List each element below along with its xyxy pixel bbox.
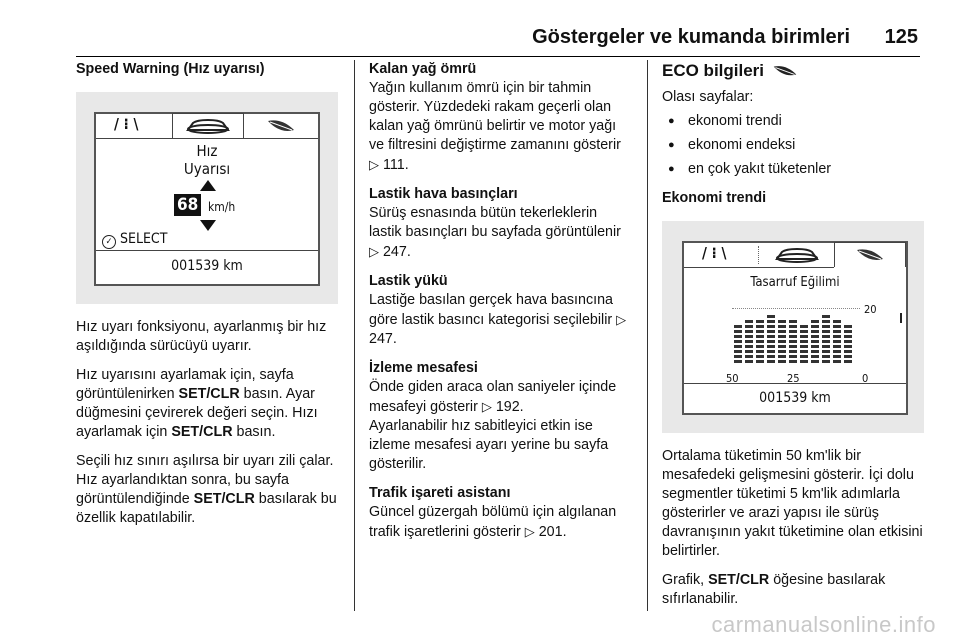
eco-bar-segment <box>822 325 830 328</box>
eco-bar-segment <box>745 355 753 358</box>
economy-trend-figure <box>662 221 924 433</box>
eco-bar-segment <box>767 355 775 358</box>
eco-bar-segment <box>756 350 764 353</box>
list-item: ● ekonomi endeksi <box>662 136 926 155</box>
watermark: carmanualsonline.info <box>711 612 936 637</box>
eco-x-label-0: 0 <box>862 372 869 385</box>
eco-bar-segment <box>844 330 852 333</box>
eco-display-screen <box>682 241 908 415</box>
economy-trend-heading: Ekonomi trendi <box>662 190 767 206</box>
speed-warning-line2: Uyarısı <box>183 160 231 178</box>
eco-bar-segment <box>822 340 830 343</box>
following-distance-ref[interactable]: 192. <box>495 399 524 415</box>
eco-bar-segment <box>833 330 841 333</box>
eco-leaf-icon <box>266 118 296 134</box>
eco-bar-segment <box>844 350 852 353</box>
car-tab-icon <box>762 243 832 267</box>
eco-bar-segment <box>756 355 764 358</box>
speed-warning-figure <box>76 92 338 304</box>
possible-pages-list <box>662 112 926 179</box>
eco-bar-segment <box>833 345 841 348</box>
eco-bar-segment <box>844 340 852 343</box>
odometer: 001539 km <box>171 258 243 274</box>
select-row <box>102 230 167 249</box>
eco-bar-segment <box>800 325 808 328</box>
eco-bar-segment <box>778 345 786 348</box>
eco-bar-segment <box>800 330 808 333</box>
eco-bar-segment <box>756 325 764 328</box>
eco-bar-segment <box>767 360 775 363</box>
eco-bar-segment <box>789 330 797 333</box>
speed-unit: km/h <box>208 200 236 214</box>
eco-bar-segment <box>833 335 841 338</box>
eco-bar-segment <box>822 355 830 358</box>
tire-load-ref[interactable]: 247. <box>369 331 397 347</box>
economy-trend-reset: Grafik, SET/CLR öğesine basılarak sıfırlanabilir. <box>662 572 886 607</box>
eco-bar-segment <box>822 360 830 363</box>
oil-life-heading: Kalan yağ ömrü <box>369 61 477 77</box>
eco-bar-segment <box>767 340 775 343</box>
eco-bar-segment <box>789 355 797 358</box>
following-distance-heading: İzleme mesafesi <box>369 360 478 376</box>
eco-bar-segment <box>789 335 797 338</box>
eco-bar-segment <box>778 330 786 333</box>
eco-bar-segment <box>734 350 742 353</box>
traffic-sign-heading: Trafik işareti asistanı <box>369 485 511 501</box>
page-title: Göstergeler ve kumanda birimleri <box>532 26 850 48</box>
eco-bar-segment <box>734 345 742 348</box>
column-1 <box>76 60 338 538</box>
eco-bar-segment <box>745 320 753 323</box>
display-screen <box>94 112 320 286</box>
eco-bar-segment <box>811 320 819 323</box>
eco-bar-segment <box>811 335 819 338</box>
eco-bar-segment <box>844 360 852 363</box>
page-ref-icon: ▷ <box>369 244 379 259</box>
speed-warning-line1: Hız <box>196 142 218 160</box>
eco-bar-segment <box>734 335 742 338</box>
eco-bar-segment <box>822 345 830 348</box>
speed-value: 68 <box>174 194 201 216</box>
traffic-sign-text: Güncel güzergah bölümü için algılanan trafik işaretlerini gösterir ▷ 201. <box>369 504 617 540</box>
eco-bar-segment <box>800 340 808 343</box>
eco-bar-segment <box>734 355 742 358</box>
eco-scroll-indicator <box>900 313 902 323</box>
eco-bar-segment <box>833 325 841 328</box>
eco-bar-segment <box>833 320 841 323</box>
eco-bar-segment <box>745 340 753 343</box>
eco-bar-segment <box>778 350 786 353</box>
eco-chart-gridline <box>732 308 860 309</box>
eco-bar-segment <box>811 355 819 358</box>
list-item: ● ekonomi trendi <box>662 112 926 131</box>
eco-bar-segment <box>756 320 764 323</box>
eco-bar-segment <box>789 345 797 348</box>
eco-bar-segment <box>789 340 797 343</box>
eco-bar-segment <box>844 355 852 358</box>
select-label: SELECT <box>120 231 168 247</box>
eco-bar-segment <box>767 330 775 333</box>
eco-bar-segment <box>800 335 808 338</box>
eco-bar-segment <box>778 325 786 328</box>
eco-display-divider <box>684 383 906 384</box>
eco-bar-segment <box>833 360 841 363</box>
eco-bar-segment <box>800 345 808 348</box>
eco-bar-segment <box>756 345 764 348</box>
oil-life-text: Yağın kullanım ömrü için bir tahmin gösterir. Yüzdedeki rakam geçerli olan kalan yağ ömrünü belirtir ve motor yağı ve filtresini değiştirme zamanını gösterir ▷ 111. <box>369 80 621 173</box>
tab-separator <box>758 246 759 264</box>
possible-pages-label: Olası sayfalar: <box>662 89 754 105</box>
eco-bar-segment <box>778 320 786 323</box>
eco-bar-segment <box>789 325 797 328</box>
eco-bar-segment <box>778 335 786 338</box>
eco-bar-segment <box>800 360 808 363</box>
speed-warning-heading: Speed Warning (Hız uyarısı) <box>76 61 265 77</box>
display-divider <box>96 250 318 251</box>
eco-bar-segment <box>756 335 764 338</box>
page-ref-icon: ▷ <box>369 157 379 172</box>
following-distance-text-2: Ayarlanabilir hız sabitleyici etkin ise izleme mesafesi ayarı yerine bu sayfa gösterilir. <box>369 418 609 472</box>
eco-x-label-50: 50 <box>726 372 739 385</box>
eco-bar-segment <box>778 355 786 358</box>
eco-bar-segment <box>822 350 830 353</box>
eco-bar-segment <box>833 355 841 358</box>
eco-odometer: 001539 km <box>759 390 831 406</box>
eco-bar-segment <box>745 350 753 353</box>
eco-bar-segment <box>844 325 852 328</box>
eco-bar-segment <box>822 335 830 338</box>
eco-bar-segment <box>734 360 742 363</box>
car-tab-icon <box>172 113 244 138</box>
eco-bar-segment <box>734 330 742 333</box>
tire-load-heading: Lastik yükü <box>369 273 448 289</box>
eco-bar-segment <box>778 360 786 363</box>
column-2 <box>369 60 633 552</box>
speed-warning-p3: Seçili hız sınırı aşılırsa bir uyarı zili çalar. Hız ayarlandıktan sonra, bu sayfa görüntülendiğinde SET/CLR basılarak bu özellik kapatılabilir. <box>76 453 337 526</box>
speed-warning-p2: Hız uyarısını ayarlamak için, sayfa görüntülenirken SET/CLR basın. Ayar düğmesini çevirerek değeri seçin. Hızı ayarlamak için SET/CLR basın. <box>76 367 318 440</box>
eco-x-label-25: 25 <box>787 372 800 385</box>
eco-bar-segment <box>822 320 830 323</box>
info-tab-icon: / ⁝ \ <box>114 115 139 133</box>
eco-bar-segment <box>767 315 775 318</box>
header-rule <box>76 56 920 57</box>
tire-pressure-heading: Lastik hava basınçları <box>369 186 518 202</box>
eco-bar-segment <box>789 360 797 363</box>
eco-bar-segment <box>767 320 775 323</box>
eco-chart-title: Tasarruf Eğilimi <box>750 275 840 290</box>
page-ref-icon: ▷ <box>524 524 535 539</box>
following-distance-text: Önde giden araca olan saniyeler içinde mesafeyi gösterir ▷ 192. <box>369 379 617 415</box>
tire-pressure-ref[interactable]: 247. <box>382 244 411 260</box>
eco-info-title: ECO bilgileri <box>662 61 765 80</box>
eco-bar-segment <box>756 340 764 343</box>
increase-arrow-icon <box>200 180 216 191</box>
tab-bar-underline <box>684 267 834 268</box>
eco-bar-segment <box>767 335 775 338</box>
check-icon: ✓ <box>102 235 116 249</box>
eco-bar-segment <box>767 350 775 353</box>
eco-leaf-icon <box>855 247 885 263</box>
eco-bar-segment <box>811 345 819 348</box>
tire-load-text: Lastiğe basılan gerçek hava basıncına göre lastik basıncı kategorisi seçilebilir ▷ 247. <box>369 292 627 347</box>
speed-warning-p1: Hız uyarı fonksiyonu, ayarlanmış bir hız aşıldığında sürücüyü uyarır. <box>76 319 327 354</box>
eco-bar-segment <box>811 340 819 343</box>
column-divider-2 <box>647 60 648 611</box>
eco-bar-segment <box>767 325 775 328</box>
page-ref-icon: ▷ <box>481 399 492 414</box>
eco-bar-segment <box>811 350 819 353</box>
eco-bar-segment <box>734 340 742 343</box>
column-3 <box>662 60 926 619</box>
column-divider-1 <box>354 60 355 611</box>
eco-bar-segment <box>833 340 841 343</box>
eco-bar-segment <box>800 355 808 358</box>
oil-life-ref[interactable]: 111. <box>382 157 409 173</box>
eco-bar-segment <box>811 325 819 328</box>
page-ref-icon: ▷ <box>616 312 627 327</box>
eco-bar-segment <box>745 330 753 333</box>
eco-bar-segment <box>745 360 753 363</box>
eco-bar-segment <box>745 325 753 328</box>
economy-trend-text: Ortalama tüketimin 50 km'lik bir mesafedeki gelişmesini gösterir. İçi dolu segmentler tüketimi 5 km'lik adımlarla gösterirler ve arazi yapısı ile sürüş davranışının yakıt tüketimine olan etkisini belirtirler. <box>662 448 923 559</box>
eco-bar-segment <box>767 345 775 348</box>
eco-display-tab-bar <box>684 243 906 267</box>
eco-bar-segment <box>844 345 852 348</box>
display-tab-bar <box>96 114 318 139</box>
eco-bar-segment <box>844 335 852 338</box>
eco-bar-segment <box>833 350 841 353</box>
eco-leaf-icon <box>772 63 798 79</box>
list-item: ● en çok yakıt tüketenler <box>662 160 926 179</box>
eco-bar-segment <box>789 320 797 323</box>
eco-bar-segment <box>745 345 753 348</box>
eco-bar-segment <box>822 315 830 318</box>
tire-pressure-text: Sürüş esnasında bütün tekerleklerin lastik basınçları bu sayfada görüntülenir ▷ 247. <box>369 205 621 260</box>
eco-bar-segment <box>811 360 819 363</box>
eco-scale-top: 20 <box>864 303 877 316</box>
eco-tab-active <box>834 242 906 267</box>
page-number: 125 <box>884 26 918 48</box>
traffic-sign-ref[interactable]: 201. <box>538 524 567 540</box>
eco-bar-segment <box>778 340 786 343</box>
eco-bar-segment <box>756 330 764 333</box>
decrease-arrow-icon <box>200 220 216 231</box>
eco-bar-segment <box>800 350 808 353</box>
eco-info-heading <box>662 61 926 80</box>
eco-bar-segment <box>789 350 797 353</box>
eco-bar-segment <box>822 330 830 333</box>
eco-bar-segment <box>756 360 764 363</box>
eco-bar-segment <box>811 330 819 333</box>
info-tab-icon: / ⁝ \ <box>702 244 727 262</box>
eco-bar-segment <box>745 335 753 338</box>
eco-trend-bars <box>732 315 862 367</box>
page-header <box>0 26 960 56</box>
eco-bar-segment <box>734 325 742 328</box>
